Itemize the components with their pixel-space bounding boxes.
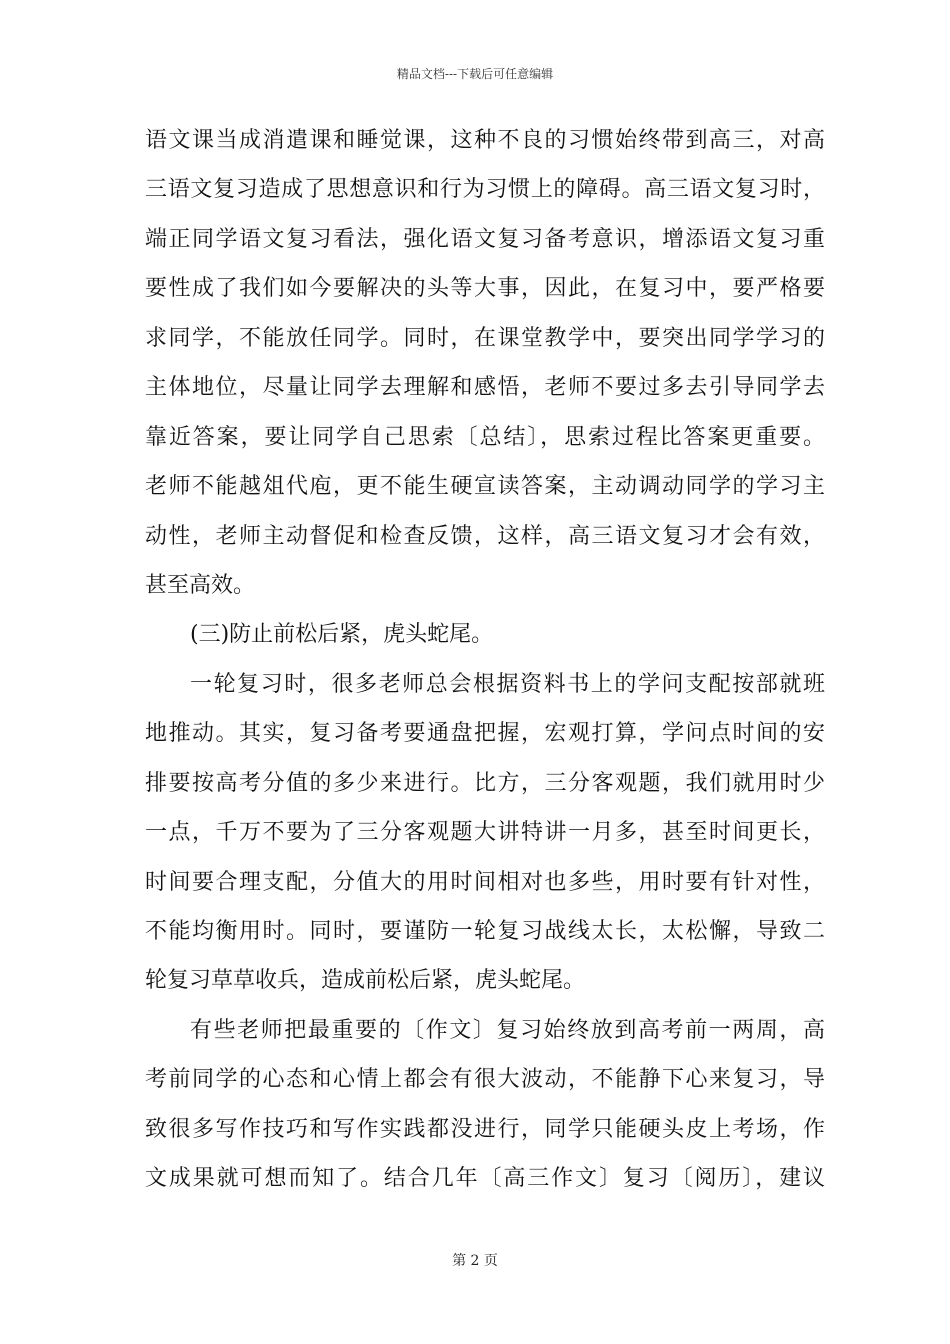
text-line: 要性成了我们如今要解决的头等大事，因此，在复习中，要严格要 [145,276,825,302]
text-line: 排要按高考分值的多少来进行。比方，三分客观题，我们就用时少 [145,770,825,796]
text-line: 端正同学语文复习看法，强化语文复习备考意识，增添语文复习重 [145,226,825,252]
document-body [145,128,825,1216]
text-line: 考前同学的心态和心情上都会有很大波动，不能静下心来复习，导 [145,1067,825,1093]
text-line: 动性，老师主动督促和检查反馈，这样，高三语文复习才会有效， [145,523,825,549]
text-line: 致很多写作技巧和写作实践都没进行，同学只能硬头皮上考场，作 [145,1116,825,1142]
page-number: 第 2 页 [452,1253,498,1269]
text-line: 靠近答案，要让同学自己思索〔总结〕，思索过程比答案更重要。 [145,424,825,450]
text-line: 不能均衡用时。同时，要谨防一轮复习战线太长，太松懈，导致二 [145,919,825,944]
paragraph [145,672,825,994]
text-line: 老师不能越俎代庖，更不能生硬宣读答案，主动调动同学的学习主 [145,474,825,500]
text-line: 甚至高效。 [145,572,256,598]
paragraph [145,1018,825,1191]
text-line: 有些老师把最重要的〔作文〕复习始终放到高考前一两周，高 [190,1017,825,1043]
text-line: 轮复习草草收兵，造成前松后紧，虎头蛇尾。 [145,968,586,994]
text-line: 一点，千万不要为了三分客观题大讲特讲一月多，甚至时间更长， [145,820,825,846]
text-line: 求同学，不能放任同学。同时，在课堂教学中，要突出同学学习的 [145,325,825,351]
paragraph [145,128,825,598]
text-line: (三)防止前松后紧，虎头蛇尾。 [190,622,494,648]
text-line: 时间要合理支配，分值大的用时间相对也多些，用时要有针对性， [145,869,825,895]
text-line: 主体地位，尽量让同学去理解和感悟，老师不要过多去引导同学去 [145,375,825,401]
text-line: 文成果就可想而知了。结合几年〔高三作文〕复习〔阅历〕，建议 [145,1166,825,1192]
text-line: 一轮复习时，很多老师总会根据资料书上的学问支配按部就班 [190,671,825,697]
page-header: 精品文档---下载后可任意编辑 [396,67,554,81]
text-line: 语文课当成消遣课和睡觉课，这种不良的习惯始终带到高三，对高 [145,128,825,153]
text-line: 三语文复习造成了思想意识和行为习惯上的障碍。高三语文复习时， [145,177,825,203]
text-line: 地推动。其实，复习备考要通盘把握，宏观打算，学问点时间的安 [145,721,825,747]
section-heading [145,622,825,647]
